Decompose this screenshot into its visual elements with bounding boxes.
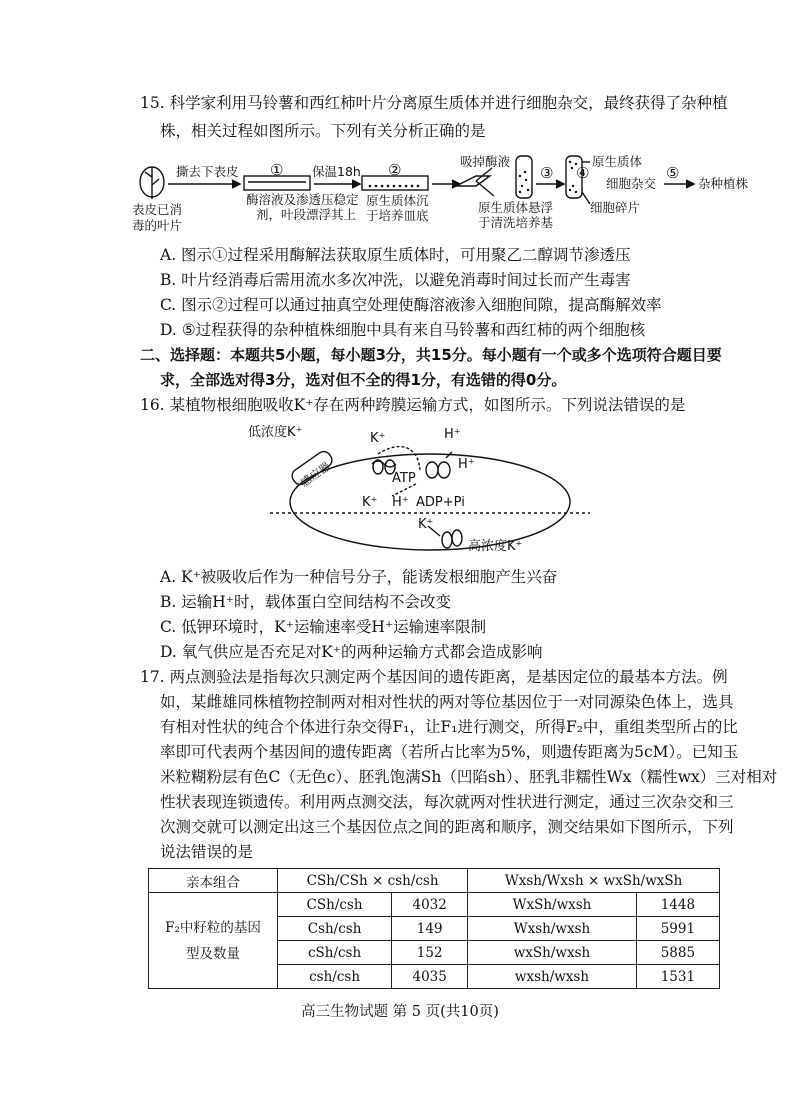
cross-2-header: Wxsh/Wxsh × wxSh/wxSh	[468, 869, 720, 893]
svg-text:酶溶液及渗透压稳定: 酶溶液及渗透压稳定	[246, 192, 359, 207]
q17-line-8: 说法错误的是	[160, 843, 254, 861]
leaf-icon	[140, 167, 164, 199]
section2-header-line1: 二、选择题：本题共5小题，每小题3分，共15分。每小题有一个或多个选项符合题目要	[140, 346, 722, 364]
svg-text:原生质体悬浮: 原生质体悬浮	[478, 200, 554, 215]
q16-cell-diagram	[0, 418, 800, 560]
q17-line-5: 米粒糊粉层有色C（无色c）、胚乳饱满Sh（凹陷sh）、胚乳非糯性Wx（糯性wx）三对相对	[160, 768, 778, 786]
svg-text:K⁺: K⁺	[370, 431, 386, 446]
count-cell: 152	[392, 941, 468, 965]
q17-line-7: 次测交就可以测定出这三个基因位点之间的距离和顺序，测交结果如下图所示，下列	[160, 818, 734, 836]
count-cell: 4035	[392, 965, 468, 989]
svg-text:毒的叶片: 毒的叶片	[132, 218, 183, 233]
svg-text:H⁺: H⁺	[458, 457, 475, 472]
svg-text:原生质体: 原生质体	[592, 154, 643, 169]
svg-text:感应器: 感应器	[298, 459, 333, 490]
svg-text:表皮已消: 表皮已消	[132, 202, 183, 217]
q17-line-2: 如，某雌雄同株植物控制两对相对性状的两对等位基因位于一对同源染色体上，选具	[160, 693, 734, 711]
svg-text:ATP: ATP	[392, 471, 416, 486]
q15-option-d: D. ⑤过程获得的杂种植株细胞中具有来自马铃薯和西红柿的两个细胞核	[160, 321, 646, 339]
q15-stem-line1: 15. 科学家利用马铃薯和西红柿叶片分离原生质体并进行细胞杂交，最终获得了杂种植	[140, 94, 728, 112]
q16-option-d: D. 氧气供应是否充足对K⁺的两种运输方式都会造成影响	[160, 643, 543, 661]
svg-text:吸掉酶液: 吸掉酶液	[460, 154, 511, 169]
row-group-label-1: F₂中籽粒的基因	[165, 919, 261, 936]
centrifuge-tube	[516, 156, 532, 198]
row-group-label-2: 型及数量	[186, 945, 240, 962]
genotype-cell: wxSh/wxsh	[468, 941, 637, 965]
row-group-label	[149, 893, 278, 989]
q16-option-a: A. K⁺被吸收后作为一种信号分子，能诱发根细胞产生兴奋	[160, 568, 558, 586]
svg-text:保温18h: 保温18h	[312, 164, 361, 179]
q15-option-a: A. 图示①过程采用酶解法获取原生质体时，可用聚乙二醇调节渗透压	[160, 246, 631, 264]
count-cell: 1448	[636, 893, 719, 917]
count-cell: 4032	[392, 893, 468, 917]
svg-text:高浓度K⁺: 高浓度K⁺	[468, 539, 523, 554]
svg-text:③: ③	[540, 164, 554, 182]
testcross-results-table	[148, 868, 720, 989]
count-cell: 5885	[636, 941, 719, 965]
table-header-label: 亲本组合	[149, 869, 278, 893]
svg-text:细胞碎片: 细胞碎片	[590, 200, 641, 215]
q15-option-b: B. 叶片经消毒后需用流水多次冲洗，以避免消毒时间过长而产生毒害	[160, 271, 631, 289]
svg-text:K⁺: K⁺	[418, 517, 434, 532]
svg-text:撕去下表皮: 撕去下表皮	[176, 164, 239, 179]
section2-header-line2: 求，全部选对得3分，选对但不全的得1分，有选错的得0分。	[160, 371, 567, 389]
svg-text:剂，叶段漂浮其上: 剂，叶段漂浮其上	[256, 207, 357, 222]
q15-option-c: C. 图示②过程可以通过抽真空处理使酶溶液渗入细胞间隙，提高酶解效率	[160, 296, 662, 314]
svg-text:低浓度K⁺: 低浓度K⁺	[248, 425, 303, 440]
svg-text:K⁺: K⁺	[362, 495, 378, 510]
q16-option-b: B. 运输H⁺时，载体蛋白空间结构不会改变	[160, 593, 451, 611]
svg-text:④: ④	[576, 164, 590, 182]
svg-text:细胞杂交: 细胞杂交	[606, 176, 657, 191]
pipette-icon	[456, 176, 490, 186]
svg-text:②: ②	[388, 161, 402, 179]
genotype-cell: Csh/csh	[278, 917, 392, 941]
genotype-cell: Wxsh/wxsh	[468, 917, 637, 941]
q17-line-6: 性状表现连锁遗传。利用两点测交法，每次就两对性状进行测定，通过三次杂交和三	[160, 793, 734, 811]
svg-text:⑤: ⑤	[666, 164, 680, 182]
svg-text:杂种植株: 杂种植株	[698, 176, 749, 191]
genotype-cell: csh/csh	[278, 965, 392, 989]
q17-line-1: 17. 两点测验法是指每次只测定两个基因间的遗传距离，是基因定位的最基本方法。例	[140, 668, 728, 686]
count-cell: 149	[392, 917, 468, 941]
table-header-row	[149, 869, 720, 893]
count-cell: 5991	[636, 917, 719, 941]
genotype-cell: wxsh/wxsh	[468, 965, 637, 989]
q16-stem: 16. 某植物根细胞吸收K⁺存在两种跨膜运输方式，如图所示。下列说法错误的是	[140, 396, 686, 414]
svg-text:原生质体沉: 原生质体沉	[366, 193, 429, 208]
cross-1-header: CSh/CSh × csh/csh	[278, 869, 468, 893]
svg-text:H⁺: H⁺	[392, 495, 409, 510]
table-row	[149, 893, 720, 917]
svg-text:于培养皿底: 于培养皿底	[366, 208, 429, 223]
q17-line-3: 有相对性状的纯合个体进行杂交得F₁，让F₁进行测交，所得F₂中，重组类型所占的比	[160, 718, 738, 736]
count-cell: 1531	[636, 965, 719, 989]
svg-text:①: ①	[270, 161, 284, 179]
svg-text:H⁺: H⁺	[444, 427, 461, 442]
q17-line-4: 率即可代表两个基因间的遗传距离（若所占比率为5%，则遗传距离为5cM）。已知玉	[160, 743, 739, 761]
genotype-cell: cSh/csh	[278, 941, 392, 965]
q15-stem-line2: 株，相关过程如图所示。下列有关分析正确的是	[160, 122, 486, 140]
svg-text:于清洗培养基: 于清洗培养基	[478, 215, 554, 230]
q16-option-c: C. 低钾环境时，K⁺运输速率受H⁺运输速率限制	[160, 618, 487, 636]
svg-text:ADP+Pi: ADP+Pi	[416, 495, 465, 510]
page-footer: 高三生物试题 第 5 页(共10页)	[301, 1004, 499, 1020]
q15-process-diagram	[0, 148, 800, 236]
genotype-cell: WxSh/wxsh	[468, 893, 637, 917]
genotype-cell: CSh/csh	[278, 893, 392, 917]
